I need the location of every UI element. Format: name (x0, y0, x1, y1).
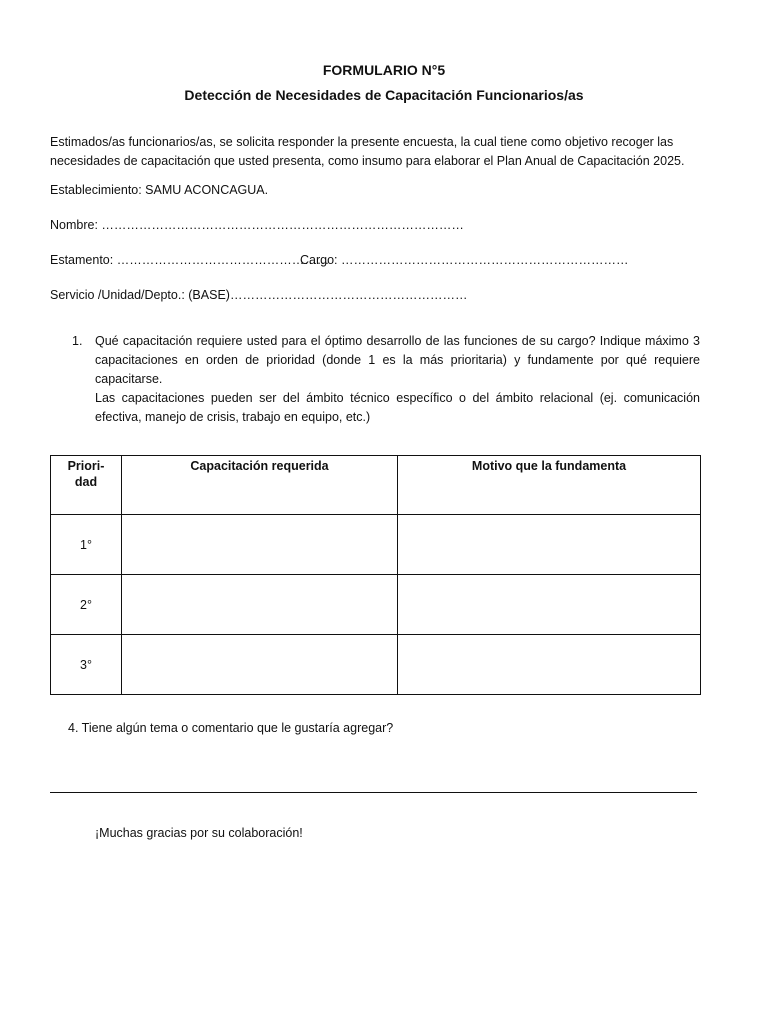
training-input-cell[interactable] (122, 575, 398, 635)
intro-line-1: Estimados/as funcionarios/as, se solicita responder la presente encuesta, la cual tiene como objetivo recoger las (50, 135, 674, 149)
question-1-line-5: efectiva, manejo de crisis, trabajo en equipo, etc.) (95, 410, 371, 424)
training-input-cell[interactable] (122, 635, 398, 695)
question-1-line-2: capacitaciones en orden de prioridad (donde 1 es la más prioritaria) y fundamente por qué requiere (95, 353, 700, 367)
form-title: FORMULARIO N°5 (322, 62, 446, 78)
priority-cell: 3° (51, 635, 122, 695)
question-1-number: 1. (72, 334, 83, 348)
reason-input-cell[interactable] (398, 575, 701, 635)
training-input-cell[interactable] (122, 515, 398, 575)
question-1-line-1: Qué capacitación requiere usted para el óptimo desarrollo de las funciones de su cargo? Indique máximo 3 (95, 334, 700, 348)
column-header-reason: Motivo que la fundamenta (398, 456, 701, 515)
establishment-field: Establecimiento: SAMU ACONCAGUA. (50, 183, 269, 197)
priority-table (50, 455, 701, 695)
reason-input-cell[interactable] (398, 515, 701, 575)
cargo-field[interactable]: Cargo: …………………………………………………………… (300, 253, 629, 267)
column-header-priority: Priori- dad (51, 456, 122, 515)
intro-text (50, 133, 700, 171)
reason-input-cell[interactable] (398, 635, 701, 695)
question-1-line-3: capacitarse. (95, 372, 163, 386)
question-1-text (95, 332, 700, 427)
closing-thanks: ¡Muchas gracias por su colaboración! (95, 826, 303, 840)
priority-cell: 2° (51, 575, 122, 635)
name-field[interactable]: Nombre: …………………………………………………………………………… (50, 218, 464, 232)
table-row (51, 635, 701, 695)
estamento-field[interactable]: Estamento: …………………………………………… (50, 253, 330, 267)
intro-line-2: necesidades de capacitación que usted presenta, como insumo para elaborar el Plan Anual de Capacitación 2025. (50, 154, 685, 168)
service-field[interactable]: Servicio /Unidad/Depto.: (BASE)………………………………………………… (50, 288, 468, 302)
question-4-text: 4. Tiene algún tema o comentario que le gustaría agregar? (68, 721, 394, 735)
table-row (51, 575, 701, 635)
comment-answer-line[interactable] (50, 792, 697, 793)
form-subtitle: Detección de Necesidades de Capacitación Funcionarios/as (184, 87, 584, 103)
table-header-row (51, 456, 701, 515)
priority-cell: 1° (51, 515, 122, 575)
question-1-line-4: Las capacitaciones pueden ser del ámbito técnico específico o del ámbito relacional (ej. comunicación (95, 391, 700, 405)
table-row (51, 515, 701, 575)
column-header-training: Capacitación requerida (122, 456, 398, 515)
